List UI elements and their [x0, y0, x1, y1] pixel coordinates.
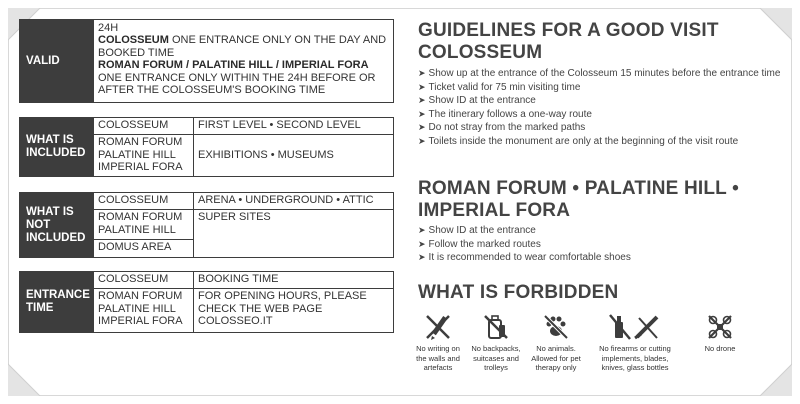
valid-details	[93, 20, 393, 102]
table-cell-detail: EXHIBITIONS • MUSEUMS	[193, 135, 393, 176]
valid-header: VALID	[20, 20, 93, 102]
list-item-text: The itinerary follows a one-way route	[428, 108, 592, 120]
forbidden-item	[466, 312, 526, 373]
forbidden-caption: No writing on the walls and artefacts	[416, 344, 460, 372]
roman-forum-section	[418, 178, 783, 265]
valid-table	[19, 19, 394, 103]
no-animals-icon	[541, 312, 571, 342]
list-item-text: Show up at the entrance of the Colosseum 15 minutes before the entrance time	[428, 68, 781, 79]
valid-colosseum-text: ONE ENTRANCE ONLY ON THE DAY AND BOOKED TIME	[98, 34, 387, 59]
forbidden-item	[410, 312, 466, 373]
forbidden-item	[592, 312, 678, 373]
table-cell-site: ROMAN FORUM PALATINE HILL	[93, 210, 193, 240]
forbidden-title: WHAT IS FORBIDDEN	[418, 282, 619, 303]
guidelines-title: GUIDELINES FOR A GOOD VISIT	[418, 20, 719, 41]
guidelines-section	[418, 20, 783, 148]
no-drone-icon	[705, 312, 735, 342]
forbidden-caption: No firearms or cutting implements, blades, knives, glass bottles	[599, 344, 671, 372]
list-item-text: Show ID at the entrance	[428, 225, 536, 236]
roman-subtitle: IMPERIAL FORA	[418, 200, 571, 221]
corner-decoration	[8, 356, 48, 396]
included-header: WHAT IS INCLUDED	[20, 118, 93, 176]
table-cell-site: COLOSSEUM	[93, 193, 193, 210]
no-backpacks-icon	[481, 312, 511, 342]
list-item-text: Show ID at the entrance	[428, 95, 536, 106]
list-item	[418, 238, 783, 252]
table-cell-detail: SUPER SITES	[193, 210, 393, 257]
guidelines-subtitle: COLOSSEUM	[418, 42, 543, 63]
arrow-bullet-icon: ➤	[418, 95, 426, 105]
list-item-text: It is recommended to wear comfortable shoes	[428, 252, 631, 263]
list-item	[418, 251, 783, 265]
table-cell-detail: BOOKING TIME	[193, 272, 393, 289]
arrow-bullet-icon: ➤	[418, 135, 426, 146]
no-firearms-icon	[607, 312, 663, 342]
entrance-header: ENTRANCE TIME	[20, 272, 93, 332]
valid-roman-label	[98, 59, 389, 71]
table-cell-site: DOMUS AREA	[93, 240, 193, 257]
arrow-bullet-icon: ➤	[418, 108, 426, 119]
arrow-bullet-icon: ➤	[418, 81, 426, 92]
entrance-table	[19, 271, 394, 333]
table-cell-site: COLOSSEUM	[93, 118, 193, 135]
forbidden-section	[418, 282, 783, 304]
list-item	[418, 81, 783, 95]
arrow-bullet-icon: ➤	[418, 225, 426, 235]
included-table	[19, 117, 394, 177]
valid-colosseum-line	[98, 34, 389, 59]
list-item	[418, 135, 783, 149]
forbidden-caption: No backpacks, suitcases and trolleys	[471, 344, 521, 372]
table-cell-site: ROMAN FORUM PALATINE HILL IMPERIAL FORA	[93, 135, 193, 176]
table-cell-detail: FIRST LEVEL • SECOND LEVEL	[193, 118, 393, 135]
arrow-bullet-icon: ➤	[418, 252, 426, 262]
forbidden-item	[528, 312, 584, 373]
list-item	[418, 224, 783, 238]
valid-roman-bold: ROMAN FORUM / PALATINE HILL / IMPERIAL FORA	[98, 59, 369, 72]
arrow-bullet-icon: ➤	[418, 122, 426, 132]
list-item-text: Ticket valid for 75 min visiting time	[428, 81, 581, 93]
arrow-bullet-icon: ➤	[418, 68, 426, 78]
not-included-table	[19, 192, 394, 258]
list-item	[418, 94, 783, 108]
list-item-text: Follow the marked routes	[428, 238, 541, 250]
list-item	[418, 108, 783, 122]
table-cell-site: ROMAN FORUM PALATINE HILL IMPERIAL FORA	[93, 289, 193, 332]
table-cell-detail: ARENA • UNDERGROUND • ATTIC	[193, 193, 393, 210]
table-cell-detail: FOR OPENING HOURS, PLEASE CHECK THE WEB PAGE COLOSSEO.IT	[193, 289, 393, 332]
no-writing-icon	[423, 312, 453, 342]
forbidden-caption: No drone	[704, 344, 736, 353]
list-item-text: Toilets inside the monument are only at the beginning of the visit route	[428, 135, 739, 147]
valid-colosseum-label: COLOSSEUM	[98, 34, 169, 47]
not-included-header: WHAT IS NOT INCLUDED	[20, 193, 93, 257]
list-item	[418, 67, 783, 81]
valid-24h: 24H	[98, 22, 119, 34]
table-cell-site: COLOSSEUM	[93, 272, 193, 289]
arrow-bullet-icon: ➤	[418, 238, 426, 249]
roman-title: ROMAN FORUM • PALATINE HILL •	[418, 178, 739, 199]
forbidden-icons	[410, 312, 780, 392]
forbidden-caption: No animals. Allowed for pet therapy only	[531, 344, 581, 372]
list-item-text: Do not stray from the marked paths	[428, 122, 586, 133]
list-item	[418, 121, 783, 135]
forbidden-item	[700, 312, 740, 354]
valid-roman-text: ONE ENTRANCE ONLY WITHIN THE 24H BEFORE OR AFTER THE COLOSSEUM'S BOOKING TIME	[98, 71, 376, 97]
